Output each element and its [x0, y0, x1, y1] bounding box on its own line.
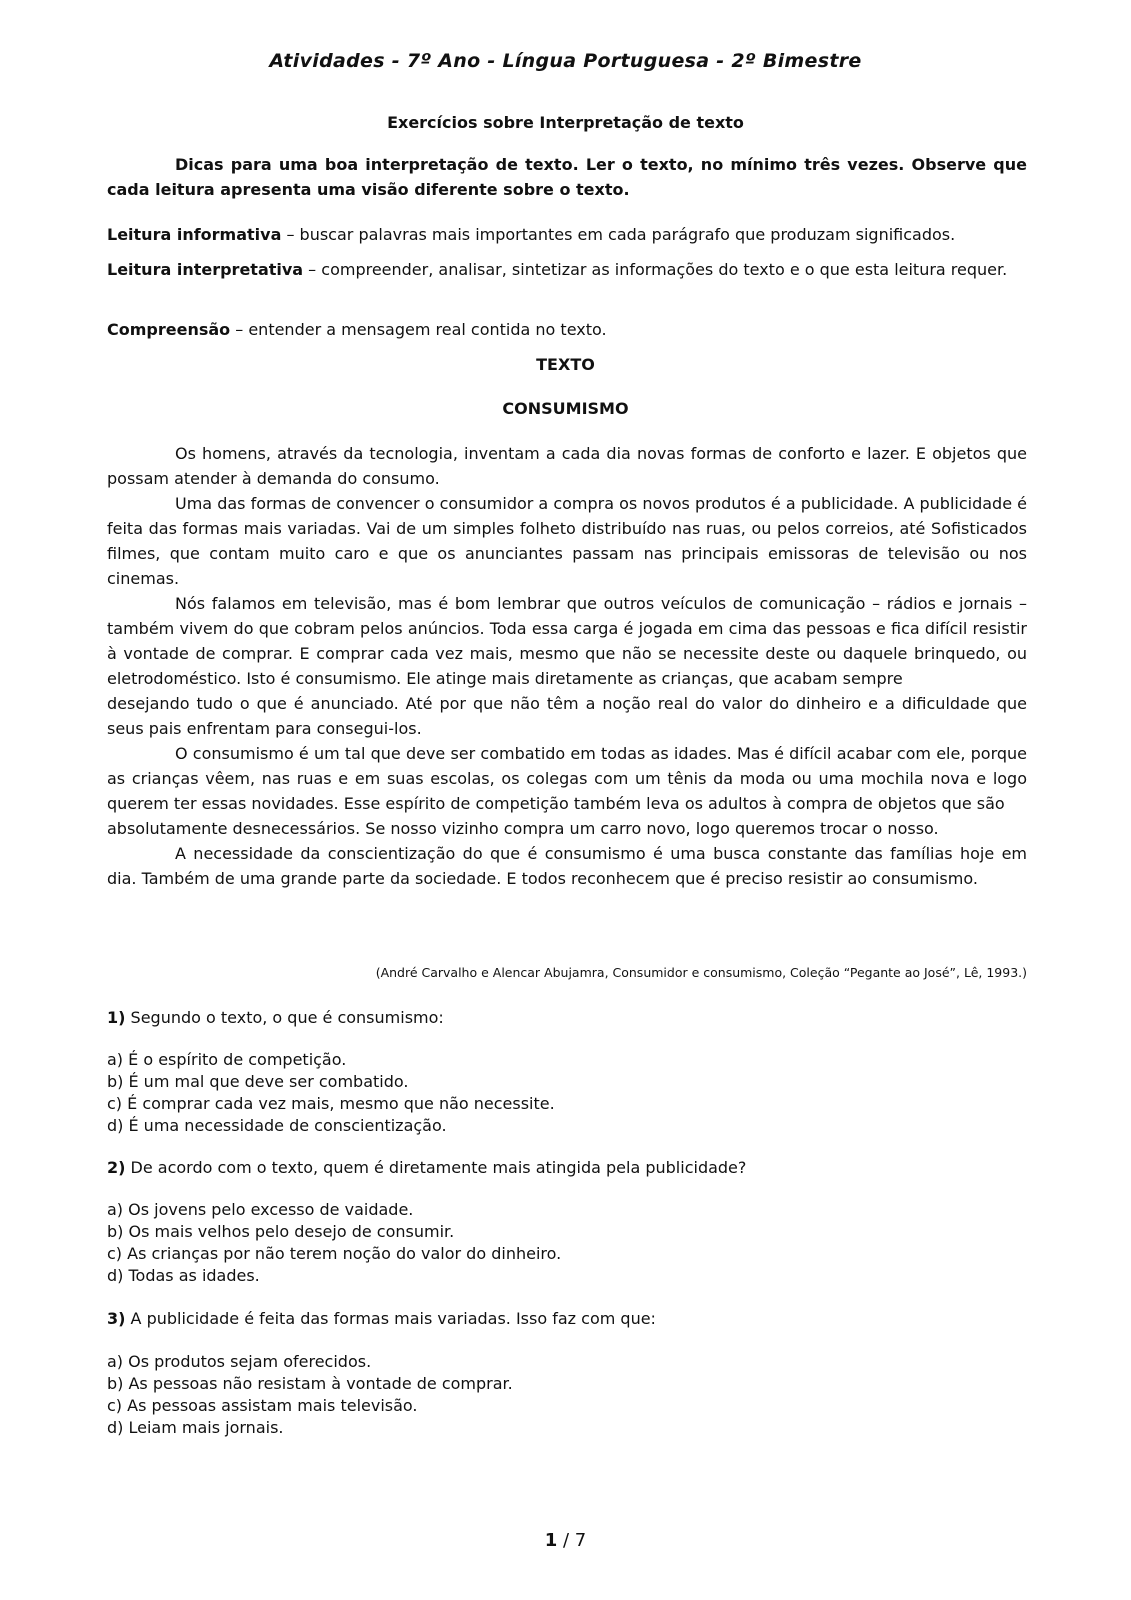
tip-text: – entender a mensagem real contida no texto.	[230, 320, 607, 339]
page-number	[0, 1530, 1131, 1551]
tip-item	[107, 317, 1027, 342]
question-number: 3)	[107, 1309, 126, 1328]
text-title: CONSUMISMO	[502, 399, 629, 418]
question-3-options	[107, 1351, 1027, 1439]
answer-option[interactable]: d) Todas as idades.	[107, 1266, 260, 1285]
question-number: 2)	[107, 1158, 126, 1177]
page-separator: /	[557, 1530, 575, 1551]
answer-option[interactable]: c) As pessoas assistam mais televisão.	[107, 1396, 418, 1415]
current-page: 1	[544, 1530, 558, 1551]
tip-text: – compreender, analisar, sintetizar as informações do texto e o que esta leitura requer.	[303, 260, 1008, 279]
answer-option[interactable]: b) Os mais velhos pelo desejo de consumir.	[107, 1222, 455, 1241]
text-body	[107, 441, 1027, 891]
answer-option[interactable]: a) Os jovens pelo excesso de vaidade.	[107, 1200, 414, 1219]
text-paragraph: absolutamente desnecessários. Se nosso vizinho compra um carro novo, logo queremos trocar o nosso.	[107, 819, 939, 838]
answer-option[interactable]: b) É um mal que deve ser combatido.	[107, 1072, 409, 1091]
text-paragraph: A necessidade da conscientização do que é consumismo é uma busca constante das famílias hoje em dia. Também de uma grande parte da sociedade. E todos reconhecem que é preciso resistir ao consumismo.	[107, 844, 1027, 888]
text-paragraph: Nós falamos em televisão, mas é bom lembrar que outros veículos de comunicação – rádios e jornais – também vivem do que cobram pelos anúncios. Toda essa carga é jogada em cima das pessoas e fica difícil resistir à vontade de comprar. E comprar cada vez mais, mesmo que não se necessite deste ou daquele brinquedo, ou eletrodoméstico. Isto é consumismo. Ele atinge mais diretamente as crianças, que acabam sempre	[107, 594, 1027, 688]
tips-intro: Dicas para uma boa interpretação de texto. Ler o texto, no mínimo três vezes. Observe que cada leitura apresenta uma visão diferente sobre o texto.	[107, 155, 1027, 199]
answer-option[interactable]: a) Os produtos sejam oferecidos.	[107, 1352, 372, 1371]
text-paragraph: desejando tudo o que é anunciado. Até por que não têm a noção real do valor do dinheiro e a dificuldade que seus pais enfrentam para consegui-los.	[107, 694, 1027, 738]
text-paragraph: O consumismo é um tal que deve ser combatido em todas as idades. Mas é difícil acabar com ele, porque as crianças vêem, nas ruas e em suas escolas, os colegas com um tênis da moda ou uma mochila nova e logo querem ter essas novidades. Esse espírito de competição também leva os adultos à compra de objetos que são	[107, 744, 1027, 813]
answer-option[interactable]: a) É o espírito de competição.	[107, 1050, 347, 1069]
question-2	[107, 1157, 1027, 1179]
tip-term: Compreensão	[107, 320, 231, 339]
page-title: Atividades - 7º Ano - Língua Portuguesa - 2º Bimestre	[269, 50, 862, 72]
question-text: Segundo o texto, o que é consumismo:	[125, 1008, 444, 1027]
question-3	[107, 1308, 1027, 1330]
answer-option[interactable]: c) É comprar cada vez mais, mesmo que não necessite.	[107, 1094, 555, 1113]
page-subtitle: Exercícios sobre Interpretação de texto	[387, 113, 744, 132]
total-pages: 7	[574, 1530, 587, 1551]
answer-option[interactable]: d) É uma necessidade de conscientização.	[107, 1116, 447, 1135]
question-number: 1)	[107, 1008, 126, 1027]
text-label: TEXTO	[536, 355, 595, 374]
tip-term: Leitura informativa	[107, 225, 282, 244]
tip-term: Leitura interpretativa	[107, 260, 304, 279]
question-text: De acordo com o texto, quem é diretamente mais atingida pela publicidade?	[125, 1158, 747, 1177]
question-1-options	[107, 1049, 1027, 1137]
tip-text: – buscar palavras mais importantes em cada parágrafo que produzam significados.	[281, 225, 956, 244]
answer-option[interactable]: d) Leiam mais jornais.	[107, 1418, 284, 1437]
tip-item	[107, 222, 1027, 247]
question-1	[107, 1007, 1027, 1029]
question-text: A publicidade é feita das formas mais variadas. Isso faz com que:	[125, 1309, 656, 1328]
question-2-options	[107, 1199, 1027, 1287]
text-paragraph: Os homens, através da tecnologia, inventam a cada dia novas formas de conforto e lazer. E objetos que possam atender à demanda do consumo.	[107, 444, 1027, 488]
answer-option[interactable]: b) As pessoas não resistam à vontade de comprar.	[107, 1374, 513, 1393]
text-paragraph: Uma das formas de convencer o consumidor a compra os novos produtos é a publicidade. A publicidade é feita das formas mais variadas. Vai de um simples folheto distribuído nas ruas, ou pelos correios, até Sofisticados filmes, que contam muito caro e que os anunciantes passam nas principais emissoras de televisão ou nos cinemas.	[107, 494, 1027, 588]
text-citation: (André Carvalho e Alencar Abujamra, Consumidor e consumismo, Coleção “Pegante ao José”, Lê, 1993.)	[375, 965, 1027, 980]
answer-option[interactable]: c) As crianças por não terem noção do valor do dinheiro.	[107, 1244, 562, 1263]
tip-item	[107, 257, 1027, 282]
